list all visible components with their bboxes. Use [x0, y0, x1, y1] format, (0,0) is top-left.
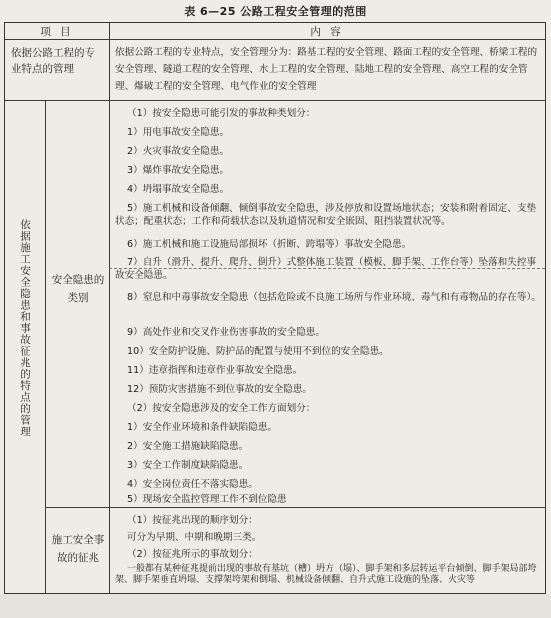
section1-label: 安全隐患的类别	[51, 274, 105, 304]
omen-item: （1）按征兆出现的顺序划分：	[127, 515, 258, 526]
hazard-item: 5）现场安全监控管理工作不到位隐患	[127, 494, 287, 505]
header-item: 项 目	[40, 26, 74, 38]
hazard-item: 4）安全岗位责任不落实隐患。	[127, 479, 258, 490]
hazard-item: 1）用电事故安全隐患。	[127, 127, 230, 138]
page-bottom-margin	[0, 594, 551, 618]
hazard-item: 10）安全防护设施、防护品的配置与使用不到位的安全隐患。	[127, 346, 389, 357]
table-caption: 表 6—25 公路工程安全管理的范围	[184, 5, 367, 18]
header-rule	[5, 39, 545, 40]
hazard-item: 8）窒息和中毒事故安全隐患（包括危险或不良施工场所与作业环境、毒气和有毒物品的存在等）。	[127, 292, 541, 303]
hazard-item: 3）安全工作制度缺陷隐患。	[127, 460, 249, 471]
hazard-item: 11）违章指挥和违章作业事故安全隐患。	[127, 365, 303, 376]
row2-label: 依据施工安全隐患和事故征兆的特点的管理	[19, 219, 31, 438]
section-rule	[45, 507, 545, 508]
hazard-item: 2）安全施工措施缺陷隐患。	[127, 441, 249, 452]
section2-label: 施工安全事故的征兆	[51, 534, 105, 564]
row1-rule	[5, 100, 545, 101]
col-divider-left	[45, 101, 46, 595]
hazard-item: （1）按安全隐患可能引发的事故种类划分：	[127, 108, 316, 119]
hazard-item: 4）坍塌事故安全隐患。	[127, 184, 230, 195]
row1-label: 依据公路工程的专业特点的管理	[11, 47, 95, 75]
hazard-item: 9）高处作业和交叉作业伤害事故的安全隐患。	[127, 327, 325, 338]
omen-item: （2）按征兆所示的事故划分：	[127, 549, 258, 560]
hazard-item: 3）爆炸事故安全隐患。	[127, 165, 230, 176]
row1-content: 依据公路工程的专业特点，安全管理分为：路基工程的安全管理、路面工程的安全管理、桥梁工程的安全管理、隧道工程的安全管理、水上工程的安全管理、陆地工程的安全管理、高空工程的安全管理、爆破工程的安全管理、电气作业的安全管理	[115, 47, 538, 92]
hazard-item: 2）火灾事故安全隐患。	[127, 146, 230, 157]
header-content: 内 容	[310, 26, 344, 38]
hazard-item: （2）按安全隐患涉及的安全工作方面划分：	[127, 403, 316, 414]
omen-item: 一般都有某种征兆提前出现的事故有基坑（槽）坍方（塌）、脚手架和多层转运平台倾倒、脚手架局部垮架、脚手架垂直坍塌、支撑架垮架和倒塌、机械设备倾翻、自升式施工设施的坠落、火灾等	[115, 564, 537, 585]
hazard-item: 1）安全作业环境和条件缺陷隐患。	[127, 422, 278, 433]
scope-table	[4, 22, 546, 594]
hazard-item: 6）施工机械和施工设施局部损坏（折断、跨塌等）事故安全隐患。	[127, 239, 412, 250]
hazard-item: 5）施工机械和设备倾翻、倾倒事故安全隐患，涉及停放和设置场地状态；安装和附着固定、支垫状态；配重状态；工作和荷载状态以及轨道情况和安全嵌固、阻挡装置状况等。	[115, 203, 537, 227]
hazard-item: 7）自升（滑升、提升、爬升、倒升）式整体施工装置（模板、脚手架、工作台等）坠落和失控事故安全隐患。	[115, 257, 537, 281]
col-divider-mid	[109, 101, 110, 595]
omen-item: 可分为早期、中期和晚期三类。	[127, 532, 262, 543]
hazard-item: 12）预防灾害措施不到位事故的安全隐患。	[127, 384, 312, 395]
